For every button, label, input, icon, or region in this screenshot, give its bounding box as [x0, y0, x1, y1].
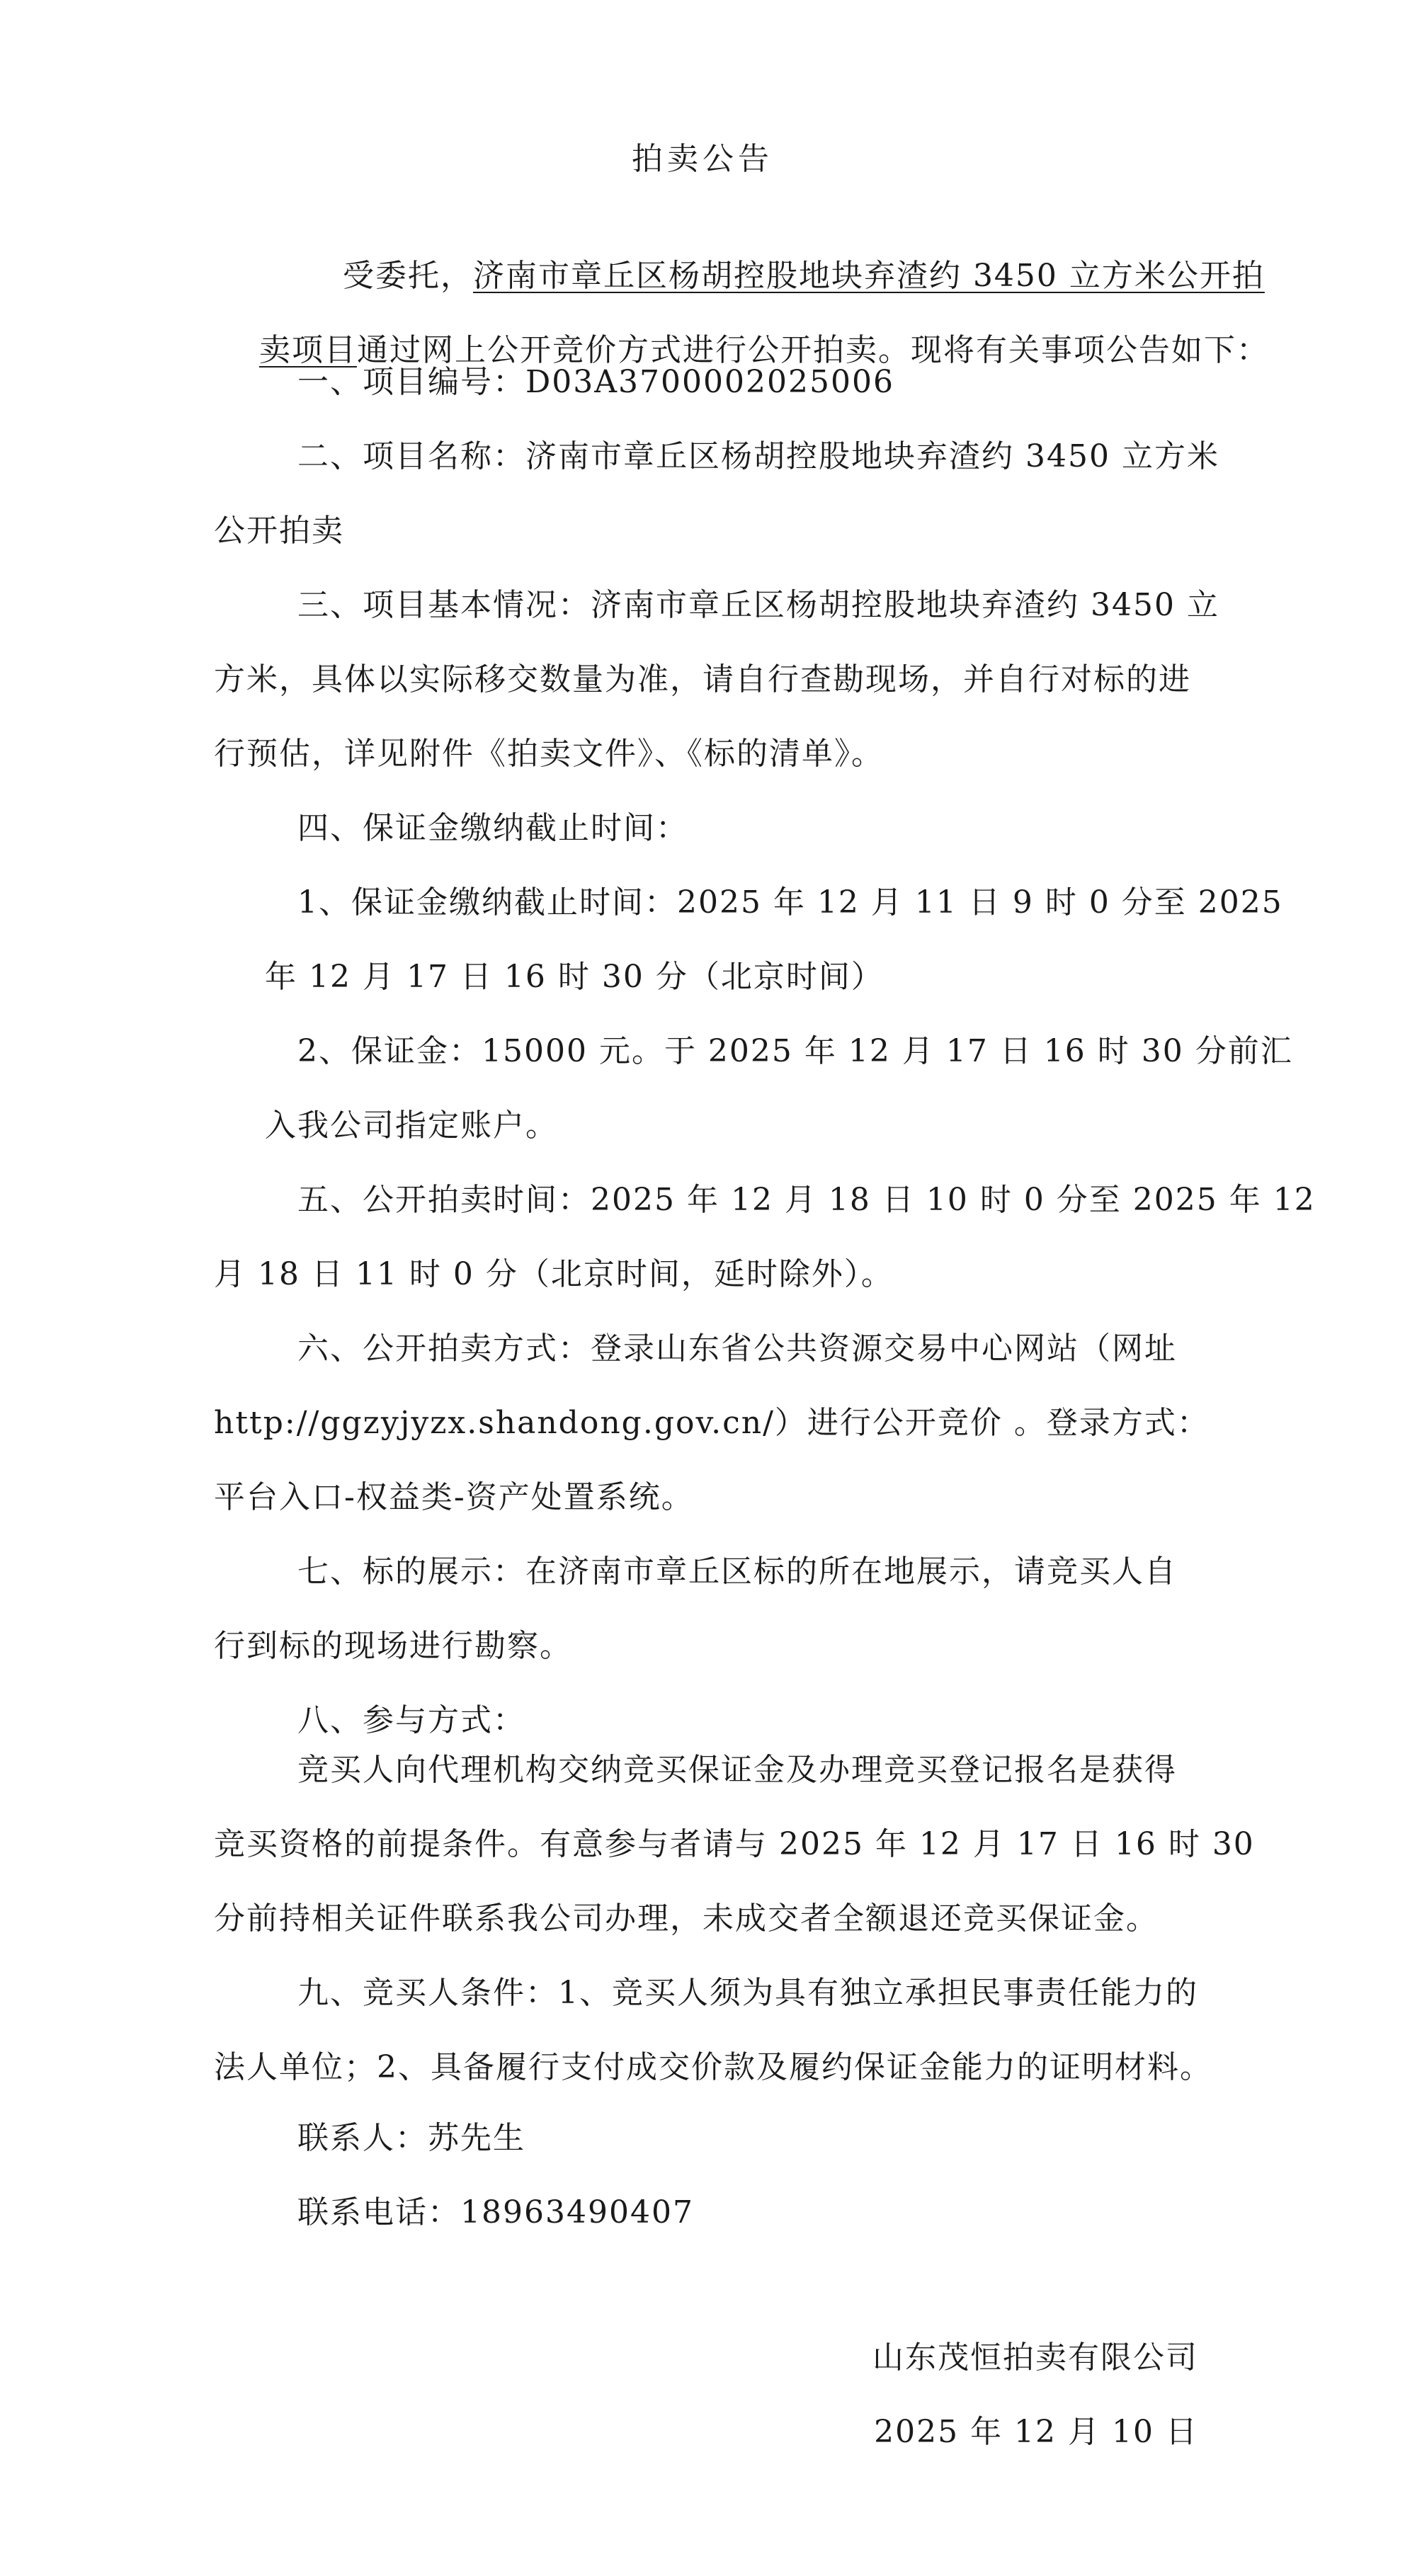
project-name-link: 济南市章丘区杨胡控股地块弃渣约 3450 立方米公开拍	[472, 258, 1265, 294]
project-name-link-cont: 卖项目	[258, 332, 357, 368]
section-deposit-head: 四、保证金缴纳截止时间：	[297, 810, 688, 846]
section-participation-l2: 竞买资格的前提条件。有意参与者请与 2025 年 12 月 17 日 16 时 30	[214, 1826, 1255, 1862]
section-bidder-conditions-l2: 法人单位；2、具备履行支付成交价款及履约保证金能力的证明材料。	[214, 2049, 1212, 2085]
section-participation-head: 八、参与方式：	[297, 1702, 525, 1738]
signature-date: 2025 年 12 月 10 日	[874, 2414, 1198, 2450]
section-basic-info-l3: 行预估，详见附件《拍卖文件》、《标的清单》。	[214, 736, 884, 772]
contact-phone: 联系电话：18963490407	[297, 2194, 694, 2230]
section-participation-l1: 竞买人向代理机构交纳竞买保证金及办理竞买登记报名是获得	[297, 1752, 1177, 1788]
section-bidder-conditions-l1: 九、竞买人条件：1、竞买人须为具有独立承担民事责任能力的	[297, 1975, 1198, 2011]
intro-prefix: 受委托，	[342, 258, 473, 294]
deposit-item-1-l2: 年 12 月 17 日 16 时 30 分（北京时间）	[265, 959, 884, 995]
deposit-item-1-l1: 1、保证金缴纳截止时间：2025 年 12 月 11 日 9 时 0 分至 2025	[297, 884, 1283, 921]
deposit-item-2-l1: 2、保证金：15000 元。于 2025 年 12 月 17 日 16 时 30 分前汇	[297, 1033, 1293, 1069]
contact-person: 联系人：苏先生	[297, 2120, 525, 2156]
section-auction-time-l1: 五、公开拍卖时间：2025 年 12 月 18 日 10 时 0 分至 2025 年 12	[297, 1182, 1316, 1218]
signature-company: 山东茂恒拍卖有限公司	[872, 2340, 1198, 2376]
section-auction-time-l2: 月 18 日 11 时 0 分（北京时间，延时除外）。	[214, 1256, 894, 1292]
section-display-l2: 行到标的现场进行勘察。	[214, 1628, 572, 1664]
section-project-number: 一、项目编号：D03A3700002025006	[297, 364, 894, 400]
section-auction-method-l1: 六、公开拍卖方式：登录山东省公共资源交易中心网站（网址	[297, 1330, 1177, 1367]
section-auction-method-l2: http://ggzyjyzx.shandong.gov.cn/）进行公开竞价 。登录方式：	[214, 1405, 1210, 1441]
intro-suffix: 通过网上公开竞价方式进行公开拍卖。现将有关事项公告如下：	[356, 332, 1269, 368]
page-title: 拍卖公告	[632, 141, 773, 177]
section-display-l1: 七、标的展示：在济南市章丘区标的所在地展示，请竞买人自	[297, 1554, 1177, 1590]
section-basic-info-l2: 方米，具体以实际移交数量为准，请自行查勘现场，并自行对标的进	[214, 661, 1191, 697]
section-project-name-l1: 二、项目名称：济南市章丘区杨胡控股地块弃渣约 3450 立方米	[297, 438, 1219, 474]
deposit-item-2-l2: 入我公司指定账户。	[265, 1107, 558, 1144]
section-project-name-l2: 公开拍卖	[214, 513, 344, 549]
section-basic-info-l1: 三、项目基本情况：济南市章丘区杨胡控股地块弃渣约 3450 立	[297, 587, 1219, 623]
section-auction-method-l3: 平台入口-权益类-资产处置系统。	[214, 1479, 694, 1515]
section-participation-l3: 分前持相关证件联系我公司办理，未成交者全额退还竞买保证金。	[214, 1900, 1159, 1937]
